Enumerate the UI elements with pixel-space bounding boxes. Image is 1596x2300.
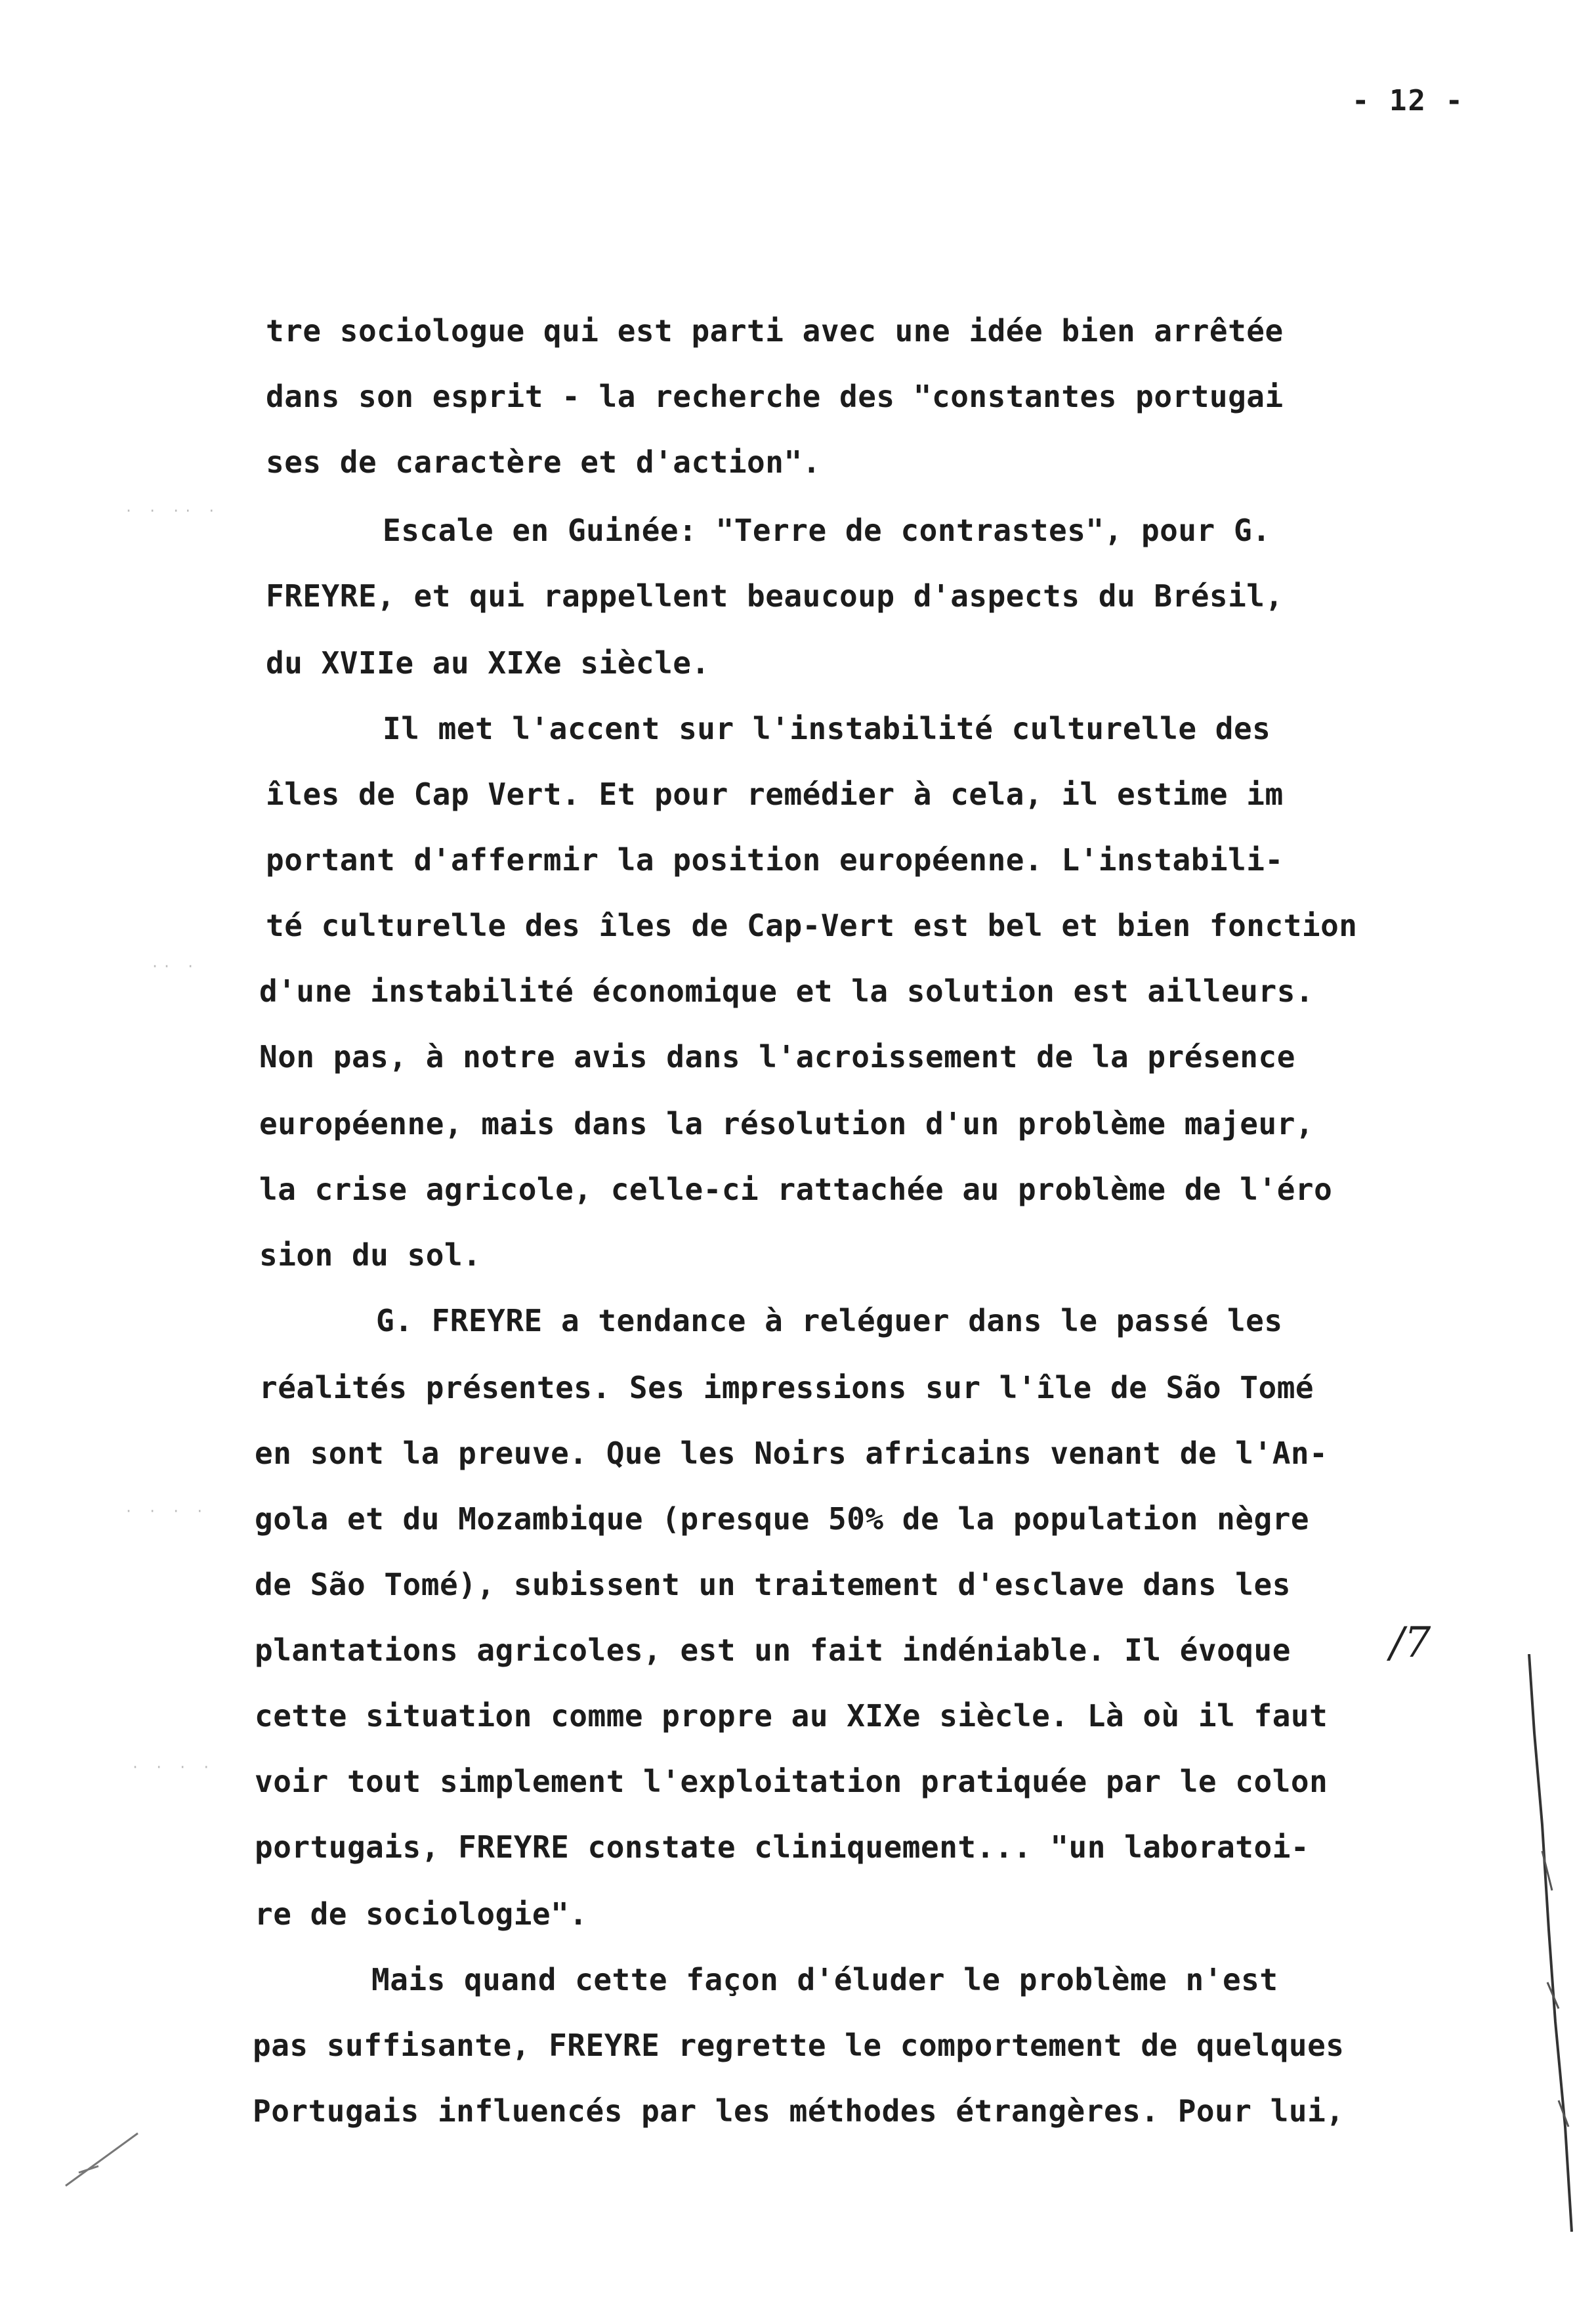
text-line: îles de Cap Vert. Et pour remédier à cela, il estime im (266, 777, 1284, 812)
text-line: Mais quand cette façon d'éluder le problème n'est (371, 1962, 1278, 1997)
text-line: té culturelle des îles de Cap-Vert est bel et bien fonction (266, 908, 1358, 943)
page-number: - 12 - (1352, 84, 1464, 117)
text-line: la crise agricole, celle-ci rattachée au problème de l'éro (259, 1172, 1333, 1207)
scan-speck: · · ·· · (125, 503, 220, 519)
handwritten-margin-note: /7 (1390, 1619, 1431, 1667)
text-line: FREYRE, et qui rappellent beaucoup d'aspects du Brésil, (266, 578, 1284, 614)
text-line: d'une instabilité économique et la solution est ailleurs. (259, 973, 1314, 1009)
text-line: re de sociologie". (255, 1896, 588, 1932)
text-line: en sont la preuve. Que les Noirs africains venant de l'An- (255, 1436, 1328, 1471)
text-line: G. FREYRE a tendance à reléguer dans le passé les (376, 1303, 1283, 1338)
text-line: européenne, mais dans la résolution d'un problème majeur, (259, 1106, 1314, 1141)
scan-speck: · · · · (125, 1503, 208, 1519)
text-line: pas suffisante, FREYRE regrette le comportement de quelques (253, 2028, 1345, 2063)
text-line: Portugais influencés par les méthodes étrangères. Pour lui, (253, 2093, 1345, 2129)
scan-speck: · · · · (131, 1759, 215, 1775)
text-line: dans son esprit - la recherche des "constantes portugai (266, 379, 1284, 414)
text-line: voir tout simplement l'exploitation pratiquée par le colon (255, 1764, 1328, 1799)
scan-edge-mark (1503, 1654, 1582, 2245)
text-line: du XVIIe au XIXe siècle. (266, 645, 710, 681)
text-line: de São Tomé), subissent un traitement d'esclave dans les (255, 1567, 1291, 1602)
text-line: portant d'affermir la position européenne. L'instabili- (266, 842, 1284, 878)
text-line: Il met l'accent sur l'instabilité culturelle des (383, 711, 1271, 746)
text-line: tre sociologue qui est parti avec une idée bien arrêtée (266, 313, 1284, 349)
text-line: Escale en Guinée: "Terre de contrastes", pour G. (383, 513, 1271, 548)
text-line: sion du sol. (259, 1237, 482, 1273)
text-line: cette situation comme propre au XIXe siècle. Là où il faut (255, 1698, 1328, 1734)
text-line: gola et du Mozambique (presque 50% de la population nègre (255, 1501, 1310, 1537)
text-line: plantations agricoles, est un fait indéniable. Il évoque (255, 1632, 1291, 1668)
text-line: ses de caractère et d'action". (266, 444, 821, 480)
scan-speck: ·· · (151, 958, 199, 974)
text-line: portugais, FREYRE constate cliniquement... "un laboratoi- (255, 1829, 1310, 1865)
scan-pencil-mark (59, 2127, 151, 2192)
text-line: réalités présentes. Ses impressions sur l'île de São Tomé (259, 1370, 1314, 1405)
text-line: Non pas, à notre avis dans l'acroissement de la présence (259, 1039, 1295, 1075)
